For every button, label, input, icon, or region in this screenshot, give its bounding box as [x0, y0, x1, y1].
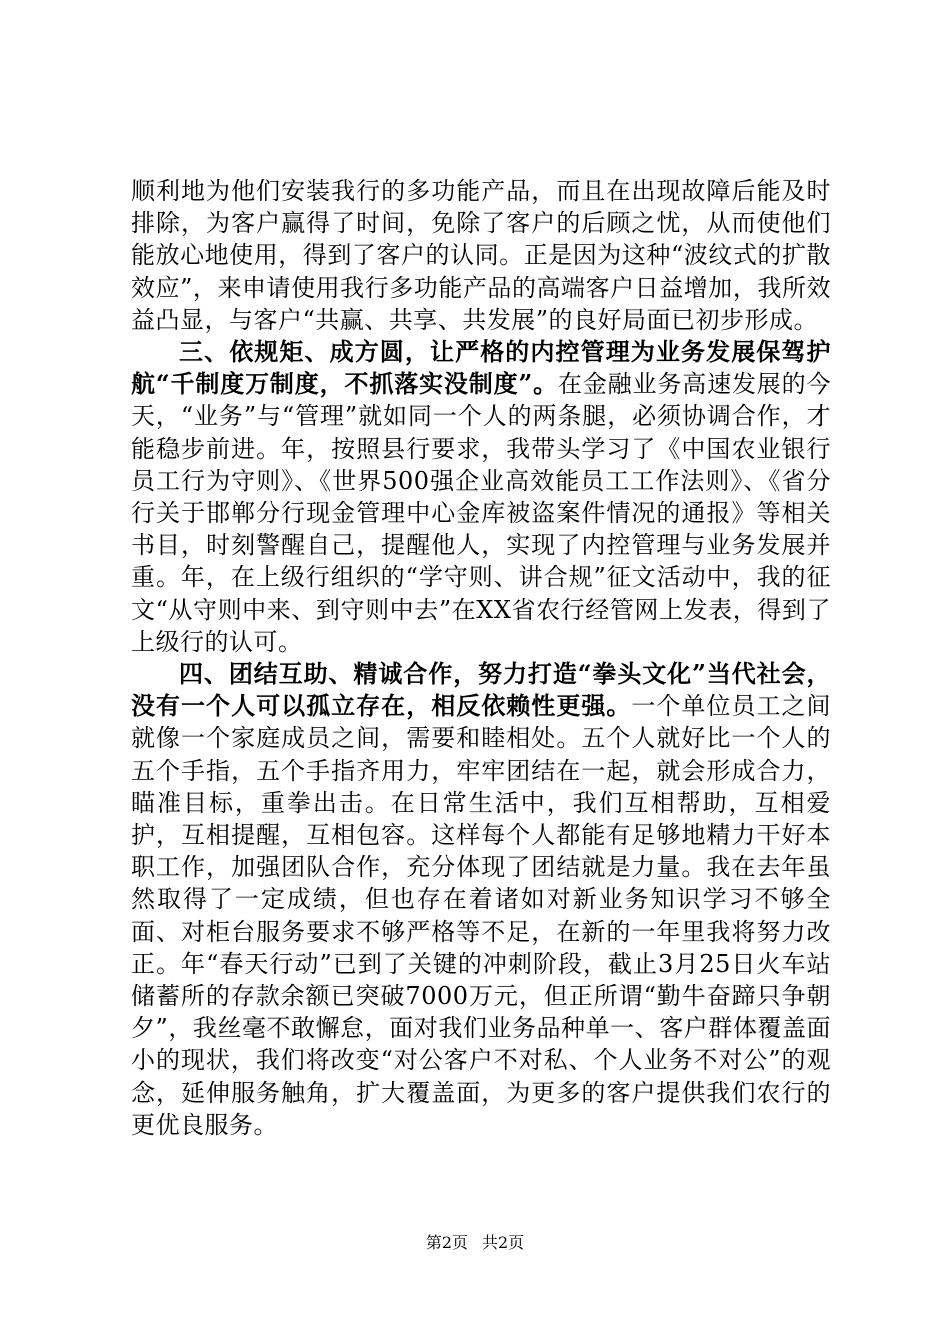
- section-four-heading: 四、团结互助、精诚合作，努力打造“拳头文化”当代社会，没有一个人可以孤立存在，相反依赖性更强。: [131, 659, 831, 721]
- page-total: 共2页: [482, 1233, 525, 1252]
- paragraph-text: 顺利地为他们安装我行的多功能产品，而且在出现故障后能及时排除，为客户赢得了时间，免除了客户的后顾之忧，从而使他们能放心地使用，得到了客户的认同。正是因为这种“波纹式的扩散效应”，来申请使用我行多功能产品的高端客户日益增加，我所效益凸显，与客户“共赢、共享、共发展”的良好局面已初步形成。: [131, 177, 831, 334]
- document-body: [131, 175, 831, 1141]
- section-four-body: 一个单位员工之间就像一个家庭成员之间，需要和睦相处。五个人就好比一个人的五个手指，五个手指齐用力，牢牢团结在一起，就会形成合力，瞄准目标，重拳出击。在日常生活中，我们互相帮助，互相爱护，互相提醒，互相包容。这样每个人都能有足够地精力干好本职工作，加强团队合作，充分体现了团结就是力量。我在去年虽然取得了一定成绩，但也存在着诸如对新业务知识学习不够全面、对柜台服务要求不够严格等不足，在新的一年里我将努力改正。年“春天行动”已到了关键的冲刺阶段，截止3月25日火车站储蓄所的存款余额已突破7000万元，但正所谓“勤牛奋蹄只争朝夕”，我丝毫不敢懈怠，面对我们业务品种单一、客户群体覆盖面小的现状，我们将改变“对公客户不对私、个人业务不对公”的观念，延伸服务触角，扩大覆盖面，为更多的客户提供我们农行的更优良服务。: [131, 692, 832, 1139]
- page-number: 第2页: [425, 1233, 468, 1252]
- page-footer: [0, 1233, 950, 1253]
- paragraph-continuation: [131, 175, 831, 336]
- section-three-heading: 三、依规矩、成方圆，让严格的内控管理为业务发展保驾护航“千制度万制度，不抓落实没制度”。: [131, 337, 831, 399]
- section-three-body: 在金融业务高速发展的今天，“业务”与“管理”就如同一个人的两条腿，必须协调合作，才能稳步前进。年，按照县行要求，我带头学习了《中国农业银行员工行为守则》、《世界500强企业高效能员工工作法则》、《省分行关于邯郸分行现金管理中心金库被盗案件情况的通报》等相关书目，时刻警醒自己，提醒他人，实现了内控管理与业务发展并重。年，在上级行组织的“学守则、讲合规”征文活动中，我的征文“从守则中来、到守则中去”在XX省农行经管网上发表，得到了上级行的认可。: [131, 370, 832, 656]
- paragraph-section-three: [131, 336, 831, 658]
- paragraph-section-four: [131, 658, 831, 1141]
